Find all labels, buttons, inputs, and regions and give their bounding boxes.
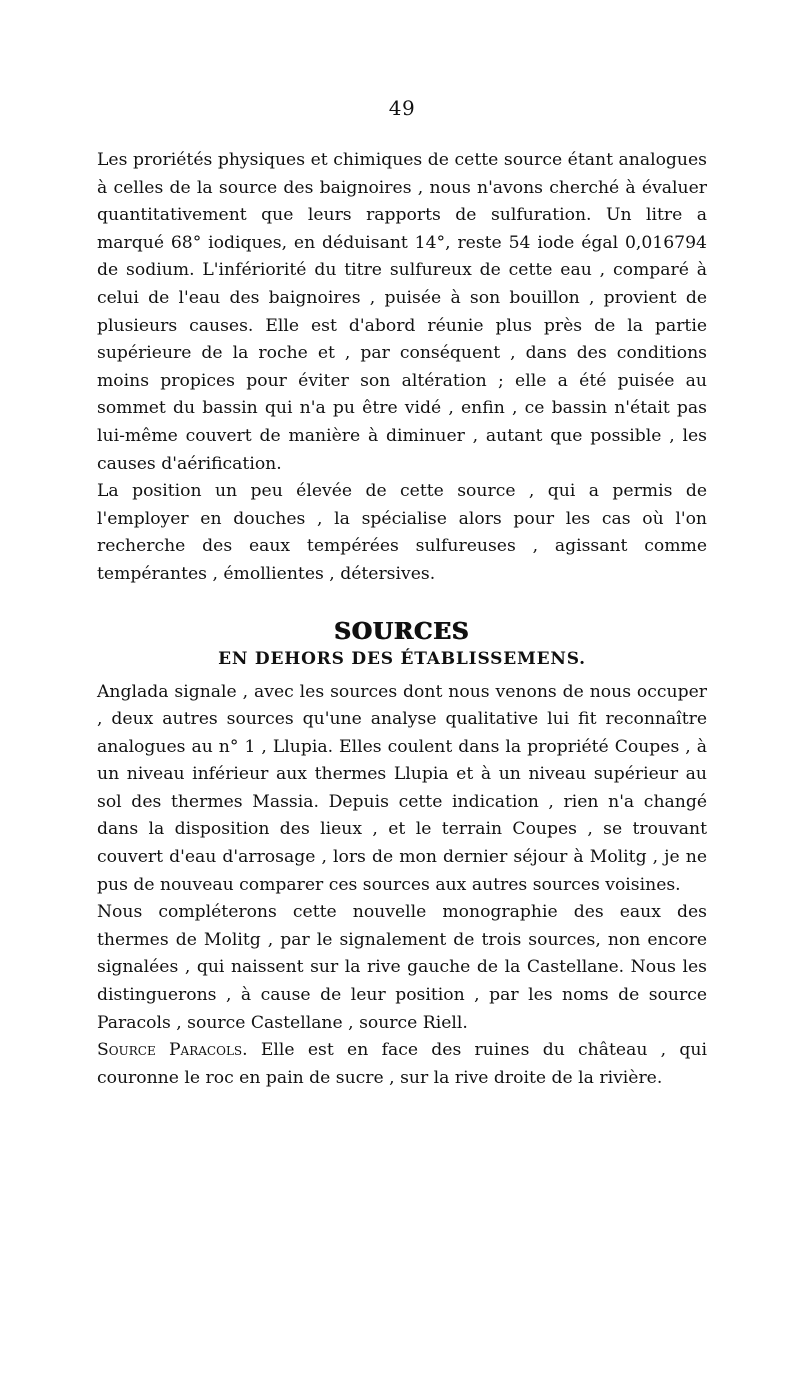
paragraph-anglada: Anglada signale , avec les sources dont nous venons de nous occuper , deux autres sources qu'une analyse qualitative lui fit reconnaître analogues au n° 1 , Llupia. Elles coulent dans la propriété Coupes , à un niveau inférieur aux thermes Llupia et à un niveau supérieur au sol des thermes Massia. Depuis cette indication , rien n'a changé dans la disposition des lieux , et le terrain Coupes , se trouvant couvert d'eau d'arrosage , lors de mon dernier séjour à Molitg , je ne pus de nouveau comparer ces sources aux autres sources voisines. [97, 681, 707, 895]
section-title: SOURCES [334, 617, 470, 645]
source-paracols-text: Elle est en face des ruines du château , qui couronne le roc en pain de sucre , sur la rive droite de la rivière. [97, 1040, 707, 1088]
section-subtitle: EN DEHORS DES ÉTABLISSEMENS. [218, 648, 586, 669]
source-paracols-lead: Source Paracols. [97, 1040, 248, 1061]
paragraph-source-paracols [97, 1037, 707, 1092]
book-page [97, 96, 707, 1092]
paragraph-position: La position un peu élevée de cette source , qui a permis de l'employer en douches , la spécialise alors pour les cas où l'on recherche des eaux tempérées sulfureuses , agissant comme tempérantes , émollientes , détersives. [97, 481, 707, 584]
paragraph-monographie: Nous compléterons cette nouvelle monographie des eaux des thermes de Molitg , par le signalement de trois sources, non encore signalées , qui naissent sur la rive gauche de la Castellane. Nous les distinguerons , à cause de leur position , par les noms de source Paracols , source Castellane , source Riell. [97, 902, 707, 1033]
page-number: 49 [388, 96, 416, 120]
paragraph-sulfuration: Les proriétés physiques et chimiques de cette source étant analogues à celles de la source des baignoires , nous n'avons cherché à évaluer quantitativement que leurs rapports de sulfuration. Un litre a marqué 68° iodiques, en déduisant 14°, reste 54 iode égal 0,016794 de sodium. L'infériorité du titre sulfureux de cette eau , comparé à celui de l'eau des baignoires , puisée à son bouillon , provient de plusieurs causes. Elle est d'abord réunie plus près de la partie supérieure de la roche et , par conséquent , dans des conditions moins propices pour éviter son altération ; elle a été puisée au sommet du bassin qui n'a pu être vidé , enfin , ce bassin n'était pas lui-même couvert de manière à diminuer , autant que possible , les causes d'aérification. [97, 150, 707, 474]
